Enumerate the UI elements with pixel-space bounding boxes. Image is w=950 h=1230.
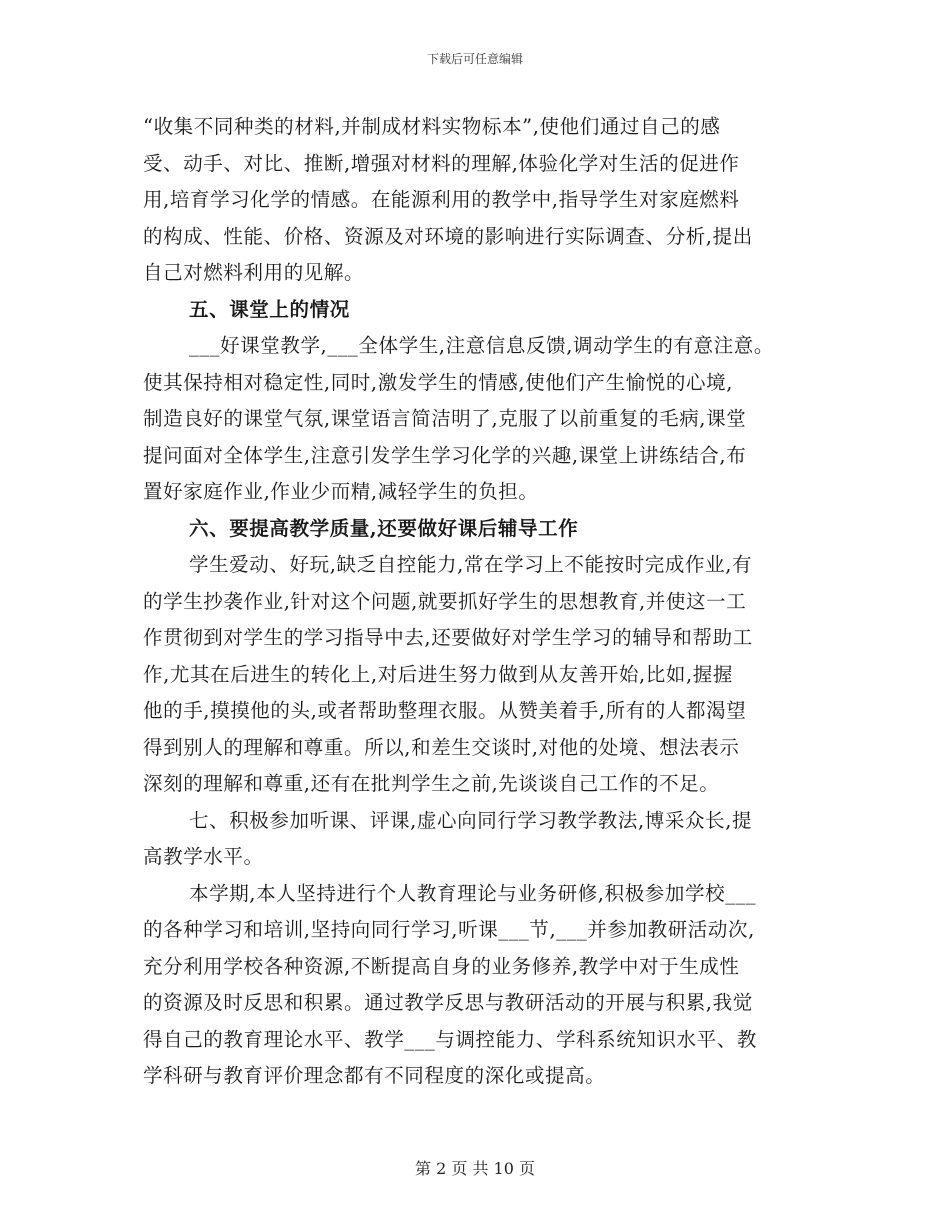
text-line: 使其保持相对稳定性,同时,激发学生的情感,使他们产生愉悦的心境, (143, 370, 733, 394)
document-body (143, 109, 823, 1095)
text-line: 学科研与教育评价理念都有不同程度的深化或提高。 (143, 1064, 606, 1087)
text-line: 七、积极参加听课、评课,虚心向同行学习教学教法,博采众长,提 (189, 808, 753, 832)
text-line: 学生爱动、好玩,缺乏自控能力,常在学习上不能按时完成作业,有 (189, 553, 753, 576)
text-line: 制造良好的课堂气氛,课堂语言简洁明了,克服了以前重复的毛病,课堂 (143, 407, 747, 430)
text-line: 充分利用学校各种资源,不断提高自身的业务修养,教学中对于生成性 (143, 954, 740, 978)
text-line: 提问面对全体学生,注意引发学生学习化学的兴趣,课堂上讲练结合,布 (143, 443, 747, 467)
text-line: 深刻的理解和尊重,还有在批判学生之前,先谈谈自己工作的不足。 (143, 772, 720, 795)
text-line: 用,培育学习化学的情感。在能源利用的教学中,指导学生对家庭燃料 (143, 188, 740, 211)
text-line: 作,尤其在后进生的转化上,对后进生努力做到从友善开始,比如,握握 (143, 662, 733, 686)
text-line: 得自己的教育理论水平、教学___与调控能力、学科系统知识水平、教 (143, 1027, 757, 1051)
text-line: 的构成、性能、价格、资源及对环境的影响进行实际调查、分析,提出 (143, 224, 753, 248)
text-line: 置好家庭作业,作业少而精,减轻学生的负担。 (143, 480, 539, 503)
text-line: 的学生抄袭作业,针对这个问题,就要抓好学生的思想教育,并使这一工 (143, 589, 747, 613)
text-line: 得到别人的理解和尊重。所以,和差生交谈时,对他的处境、想法表示 (143, 735, 740, 759)
text-line: 作贯彻到对学生的学习指导中去,还要做好对学生学习的辅导和帮助工 (143, 626, 753, 649)
page-footer: 第 2 页 共 10 页 (415, 1159, 535, 1178)
text-line: 自己对燃料利用的见解。 (143, 261, 365, 284)
text-line: “收集不同种类的材料,并制成材料实物标本”,使他们通过自己的感 (143, 115, 721, 138)
text-line: 的各种学习和培训,坚持向同行学习,听课___节,___并参加教研活动次, (143, 918, 755, 941)
text-line: 他的手,摸摸他的头,或者帮助整理衣服。从赞美着手,所有的人都渴望 (143, 699, 747, 722)
page-header: 下载后可任意编辑 (426, 52, 523, 66)
section-heading: 六、要提高教学质量,还要做好课后辅导工作 (189, 516, 579, 540)
text-line: 受、动手、对比、推断,增强对材料的理解,体验化学对生活的促进作 (143, 151, 740, 175)
text-line: ___好课堂教学,___全体学生,注意信息反馈,调动学生的有意注意。 (189, 334, 774, 357)
text-line: 高教学水平。 (143, 845, 264, 868)
section-heading: 五、课堂上的情况 (189, 297, 350, 321)
text-line: 的资源及时反思和积累。通过教学反思与教研活动的开展与积累,我觉 (143, 991, 753, 1014)
text-line: 本学期,本人坚持进行个人教育理论与业务研修,积极参加学校___ (189, 881, 757, 905)
